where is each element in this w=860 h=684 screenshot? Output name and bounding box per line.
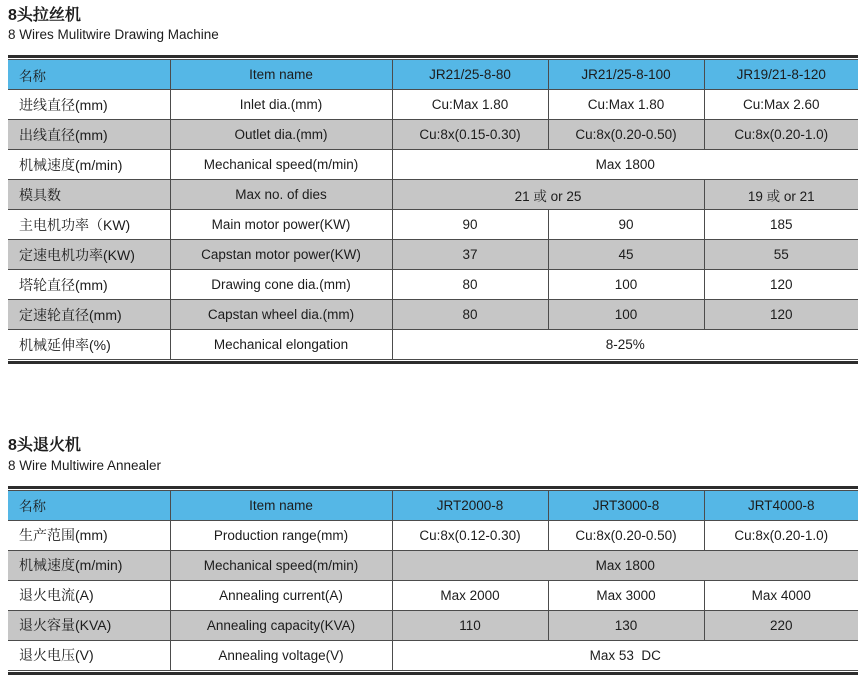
row-label-zh: 退火容量(KVA) — [8, 610, 170, 640]
value-cell: 37 — [392, 240, 548, 270]
row-label-zh: 进线直径(mm) — [8, 90, 170, 120]
spec-table-wrapper — [8, 55, 858, 364]
row-label-en: Inlet dia.(mm) — [170, 90, 392, 120]
value-cell: 21 或 or 25 — [392, 180, 704, 210]
section-title-en: 8 Wires Mulitwire Drawing Machine — [8, 27, 219, 43]
row-label-zh: 定速轮直径(mm) — [8, 300, 170, 330]
row-label-zh: 塔轮直径(mm) — [8, 270, 170, 300]
column-header: Item name — [170, 490, 392, 520]
value-cell: 8-25% — [392, 330, 858, 360]
table-row — [8, 330, 858, 360]
section-title-zh: 8头退火机 — [8, 437, 81, 455]
column-header: JRT2000-8 — [392, 490, 548, 520]
row-label-zh: 机械速度(m/min) — [8, 150, 170, 180]
value-cell: Max 1800 — [392, 550, 858, 580]
column-header: JRT4000-8 — [704, 490, 858, 520]
row-label-en: Mechanical elongation — [170, 330, 392, 360]
annealer-spec-table — [8, 490, 858, 671]
row-label-zh: 主电机功率（KW) — [8, 210, 170, 240]
section-title-en: 8 Wire Multiwire Annealer — [8, 457, 162, 473]
table-row — [8, 270, 858, 300]
column-header: JR21/25-8-100 — [548, 60, 704, 90]
value-cell: 45 — [548, 240, 704, 270]
section-title-zh: 8头拉丝机 — [8, 7, 81, 24]
table-row — [8, 150, 858, 180]
value-cell: Max 1800 — [392, 150, 858, 180]
header-row — [8, 60, 858, 90]
column-header: JRT3000-8 — [548, 490, 704, 520]
value-cell: 100 — [548, 270, 704, 300]
value-cell: 80 — [392, 300, 548, 330]
value-cell: Cu:8x(0.20-1.0) — [704, 520, 858, 550]
value-cell: 130 — [548, 610, 704, 640]
table-row — [8, 640, 858, 670]
column-header: JR21/25-8-80 — [392, 60, 548, 90]
value-cell: Max 4000 — [704, 580, 858, 610]
value-cell: Cu:8x(0.20-0.50) — [548, 120, 704, 150]
table-row — [8, 120, 858, 150]
row-label-zh: 出线直径(mm) — [8, 120, 170, 150]
value-cell: Cu:Max 1.80 — [392, 90, 548, 120]
value-cell: 80 — [392, 270, 548, 300]
table-row — [8, 210, 858, 240]
table-row — [8, 180, 858, 210]
row-label-en: Drawing cone dia.(mm) — [170, 270, 392, 300]
value-cell: 220 — [704, 610, 858, 640]
table-row — [8, 90, 858, 120]
row-label-zh: 定速电机功率(KW) — [8, 240, 170, 270]
value-cell: Cu:8x(0.20-0.50) — [548, 520, 704, 550]
row-label-zh: 退火电压(V) — [8, 640, 170, 670]
row-label-en: Annealing voltage(V) — [170, 640, 392, 670]
value-cell: 120 — [704, 300, 858, 330]
value-cell: Cu:Max 1.80 — [548, 90, 704, 120]
table-row — [8, 300, 858, 330]
column-header: 名称 — [8, 490, 170, 520]
drawing-machine-spec-table — [8, 59, 858, 360]
spec-table-wrapper — [8, 486, 858, 675]
row-label-en: Outlet dia.(mm) — [170, 120, 392, 150]
value-cell: Cu:Max 2.60 — [704, 90, 858, 120]
row-label-en: Main motor power(KW) — [170, 210, 392, 240]
drawing-machine-section — [8, 6, 858, 364]
value-cell: 55 — [704, 240, 858, 270]
value-cell: 19 或 or 21 — [704, 180, 858, 210]
row-label-en: Annealing current(A) — [170, 580, 392, 610]
column-header: JR19/21-8-120 — [704, 60, 858, 90]
value-cell: 90 — [392, 210, 548, 240]
table-row — [8, 580, 858, 610]
row-label-zh: 机械延伸率(%) — [8, 330, 170, 360]
table-row — [8, 550, 858, 580]
table-row — [8, 520, 858, 550]
value-cell: 100 — [548, 300, 704, 330]
row-label-en: Capstan wheel dia.(mm) — [170, 300, 392, 330]
row-label-en: Production range(mm) — [170, 520, 392, 550]
value-cell: Max 3000 — [548, 580, 704, 610]
annealer-section — [8, 436, 858, 674]
row-label-zh: 退火电流(A) — [8, 580, 170, 610]
row-label-en: Annealing capacity(KVA) — [170, 610, 392, 640]
row-label-zh: 生产范围(mm) — [8, 520, 170, 550]
header-row — [8, 490, 858, 520]
value-cell: 120 — [704, 270, 858, 300]
value-cell: 185 — [704, 210, 858, 240]
value-cell: Cu:8x(0.15-0.30) — [392, 120, 548, 150]
row-label-en: Mechanical speed(m/min) — [170, 550, 392, 580]
value-cell: Max 2000 — [392, 580, 548, 610]
value-cell: Cu:8x(0.20-1.0) — [704, 120, 858, 150]
row-label-en: Mechanical speed(m/min) — [170, 150, 392, 180]
row-label-zh: 机械速度(m/min) — [8, 550, 170, 580]
value-cell: 110 — [392, 610, 548, 640]
value-cell: Cu:8x(0.12-0.30) — [392, 520, 548, 550]
table-row — [8, 240, 858, 270]
column-header: 名称 — [8, 60, 170, 90]
column-header: Item name — [170, 60, 392, 90]
row-label-zh: 模具数 — [8, 180, 170, 210]
row-label-en: Capstan motor power(KW) — [170, 240, 392, 270]
value-cell: 90 — [548, 210, 704, 240]
row-label-en: Max no. of dies — [170, 180, 392, 210]
value-cell: Max 53 DC — [392, 640, 858, 670]
table-row — [8, 610, 858, 640]
